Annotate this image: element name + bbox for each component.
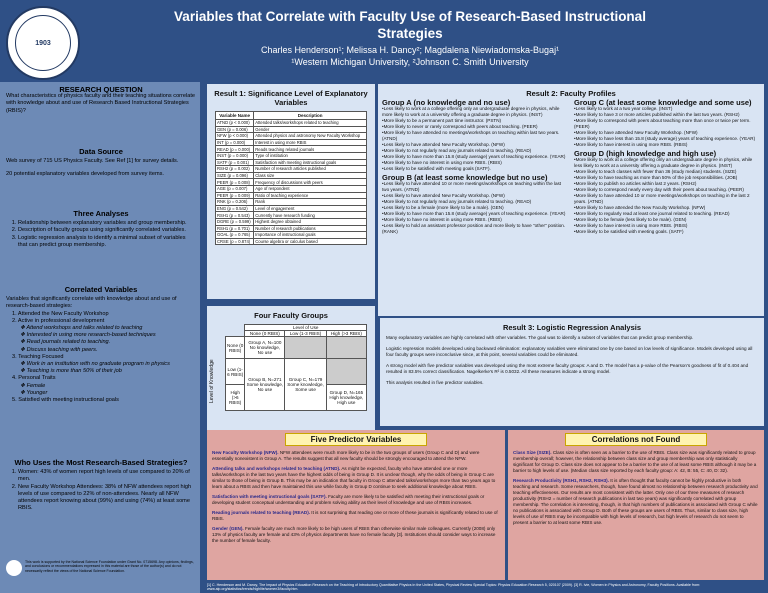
not-found-item	[513, 478, 759, 526]
groupB-heading: Group B (at least some knowledge but no use)	[382, 173, 548, 182]
correlations-not-found-panel	[508, 430, 764, 580]
result3-p4: This analysis resulted in five predictor variables.	[386, 380, 484, 385]
result1-panel	[207, 84, 375, 299]
not-found-item-head: Research Productivity (RSH1, RSH2, RSH3).	[513, 478, 609, 483]
groupb-item: •More likely to have more than 15.8 (study average) years of teaching experience. (YEAR)	[382, 211, 566, 216]
groupb-item: •Less likely to have attended New Faculty Workshop. (NFW)	[382, 193, 505, 198]
variables-table	[215, 111, 367, 245]
table-header-description: Description	[254, 112, 367, 120]
description-cell: Attended physics and astronomy New Faculty Workshop	[254, 133, 367, 140]
level-of-use-label: Level of Use	[245, 325, 367, 331]
five-predictors-title: Five Predictor Variables	[285, 433, 427, 446]
table-row	[216, 212, 367, 219]
table-row	[216, 133, 367, 140]
who-uses-item: 1. Women: 43% of women report high levels of use compared to 20% of men.	[18, 469, 196, 483]
groupb-item: •Less likely to hold an assistant professor position and more likely to have "other" position. (RANK)	[382, 223, 566, 234]
analysis-item: 3. Logistic regression analysis to identify a minimal subset of variables that can predict group membership.	[18, 235, 196, 249]
nsf-note: This work is supported by the National Science Foundation under Grant No. 0715698. Any opinions, findings, and conclusions or recommendations expressed in this material are those of the author(s) and do not necessarily reflect the views of the National Science Foundation.	[25, 560, 194, 573]
empty-cell	[285, 337, 326, 359]
variable-cell: RSH1 (p = 0.701)	[216, 225, 254, 232]
variable-cell: RNK (p = 0.206)	[216, 199, 254, 206]
group-b-cell: Group B, N=271 Some knowledge, No use	[245, 359, 285, 411]
groupb-item: •More likely to not regularly read any journals related to teaching. (READ)	[382, 199, 532, 204]
corr-subitem: ❖ Teaching is more than 50% of their job	[20, 368, 122, 375]
research-question-heading: RESEARCH QUESTION	[59, 85, 143, 94]
variable-cell: INST (p = 0.000)	[216, 152, 254, 159]
groupc-item: •More likely to correspond with peers about teaching more than once or twice per term. (PEER)	[574, 118, 751, 129]
corr-subitem: ❖ Younger	[20, 389, 48, 396]
description-cell: Rank	[254, 199, 367, 206]
predictor-item-head: Reading journals related to teaching (READ).	[212, 510, 311, 515]
table-row	[216, 205, 367, 212]
groupd-item: •More likely to have attended the New Faculty Workshop. (NFW)	[574, 205, 706, 210]
analyses-list	[6, 220, 196, 249]
corr-item: 4. Personal Traits	[12, 375, 56, 382]
not-found-item-text: It is often thought that faculty cannot be highly productive in both teaching and research. Some researchers, though, have found almost no relationship between research productivity and teaching effectiveness. Our results are most consistent with the latter. Only one of our three measures of research productivity (RSH2 = number of research publications in last two years) was significantly correlated with group membership. The correlation is interesting, though, in that high numbers of publications is associated with Group C while no publications is associated with Group D. Both of these groups are users of RBIS. Thus, similar to class size, high levels of use of RBIS may be incompatible with high levels of research, but high levels of research do not seem to present a barrier to at least some RBIS use.	[513, 478, 758, 525]
variable-cell: ENG (p = 0.542)	[216, 205, 254, 212]
predictor-item	[212, 510, 500, 522]
four-groups-title: Four Faculty Groups	[254, 311, 328, 320]
table-header-row	[216, 112, 367, 120]
corr-item: 1. Attended the New Faculty Workshop	[12, 310, 109, 317]
corr-item: 3. Teaching Focused	[12, 353, 64, 360]
variable-cell: PEER (p = 0.009)	[216, 192, 254, 199]
groupd-item: •More likely to teach classes with fewer than 36 (study median) students. (SIZE)	[574, 169, 737, 174]
variable-cell: RSH2 (p = 0.002)	[216, 166, 254, 173]
variable-cell: PEER (p = 0.008)	[216, 179, 254, 186]
description-cell: Highest degree obtained	[254, 218, 367, 225]
groupb-item: •More likely to have no interest in using more RBIS. (RBIS)	[382, 217, 502, 222]
poster-title: Variables that Correlate with Faculty Use of Research-Based Instructional Strategies	[174, 9, 646, 41]
groupA-list	[382, 106, 567, 172]
groupB-list	[382, 181, 567, 235]
result3-p1: Many explanatory variables are highly correlated with other variables. The goal was to identify a subset of variables that can predict group membership.	[386, 335, 694, 340]
left-column	[0, 82, 200, 593]
variables-table-body	[216, 120, 367, 245]
result2-left-col	[382, 100, 567, 235]
corr-subitem: ❖ Attend workshops and talks related to teaching	[20, 325, 143, 332]
correlated-variables-heading: Correlated Variables	[64, 285, 138, 294]
seal-inner: 1903	[15, 15, 71, 71]
predictor-item	[212, 466, 500, 490]
variable-cell: CRSE (p = 0.874)	[216, 238, 254, 245]
analysis-item: 1. Relationship between explanatory variables and group membership.	[18, 220, 196, 227]
result3-body	[380, 332, 764, 389]
corr-subitem: ❖ Work in an institution with no graduate program in physics	[20, 361, 170, 368]
groupa-item: •More likely to have attended no meetings/workshops on teaching within last two years. (ATND)	[382, 130, 560, 141]
groupc-item: •More likely to have interest in using more RBIS. (RBIS)	[574, 142, 688, 147]
table-row	[216, 179, 367, 186]
groupa-item: •More likely to not regularly read any journals related to teaching. (READ)	[382, 148, 532, 153]
description-cell: Currently have research funding	[254, 212, 367, 219]
result2-right-col	[574, 100, 759, 235]
empty-cell	[326, 359, 366, 385]
description-cell: Frequency of discussions with peers	[254, 179, 367, 186]
predictor-item-text: Faculty are more likely to be satisfied with meeting their instructional goals or developing student conceptual understanding and problem solving ability as their level of knowledge and use of RBIS increases.	[212, 494, 485, 505]
table-row	[216, 238, 367, 245]
result2-title: Result 2: Faculty Profiles	[526, 89, 616, 98]
five-predictors-panel	[207, 430, 505, 580]
variable-cell: RSH1 (p = 0.543)	[216, 212, 254, 219]
groupc-item: •Less likely to work at a two year college. (INST)	[574, 106, 673, 111]
poster-authors	[150, 44, 670, 68]
affiliations-line: ¹Western Michigan University, ²Johnson C. Smith University	[291, 57, 529, 67]
corr-subitem: ❖ Read journals related to teaching.	[20, 339, 111, 346]
groupb-item: •Less likely to be a female (more likely to be a male). (GEN)	[382, 205, 504, 210]
correlations-not-found-list	[508, 450, 764, 526]
groupC-list	[574, 106, 759, 148]
not-found-item-head: Class Size (SIZE).	[513, 450, 552, 455]
who-uses-section	[6, 459, 196, 512]
table-row	[216, 159, 367, 166]
predictor-item	[212, 494, 500, 506]
col-low: Low (1-3 RBIS)	[285, 331, 326, 337]
description-cell: Importance of instructional goals	[254, 232, 367, 239]
empty-cell	[326, 337, 366, 359]
data-source-heading: Data Source	[79, 147, 123, 156]
groupC-heading: Group C (at least some knowledge and some use)	[574, 98, 752, 107]
description-cell: Number of research publications	[254, 225, 367, 232]
variable-cell: SATF (p = 0.001)	[216, 159, 254, 166]
table-row	[216, 139, 367, 146]
corr-subitem: ❖ Female	[20, 382, 46, 389]
groupd-item: •More likely to have teaching as more than 50% of the job responsibilities. (JOB)	[574, 175, 738, 180]
groupD-list	[574, 157, 759, 235]
not-found-item	[513, 450, 759, 474]
groupa-item: •More likely to have no interest in using more RBIS. (RBIS)	[382, 160, 502, 165]
result3-panel	[380, 318, 764, 426]
research-question-text: What characteristics of physics faculty and their teaching situations correlate with knowledge about and use of Research Based Instructional Strategies (RBIS)?	[6, 93, 196, 114]
level-of-knowledge-label: Level of Knowledge	[209, 359, 215, 403]
table-row	[216, 120, 367, 127]
predictor-item-text: It is not surprising that reading one or more of these journals is significantly related to use of RBIS.	[212, 510, 498, 521]
four-groups-table	[225, 324, 367, 411]
references-footer: [1] C. Henderson and M. Dancy, The Impact of Physics Education Research on the Teaching of Introductory Quantitative Physics in the United States, Physical Review Special Topics: Physics Education Research 5, 020107 (2009). [3] R. Ivie, Women in Physics and Astronomy, Faculty Positions. Available from: www.aip.org/statistics/trends/highlite/women3/faculty.htm.	[207, 583, 701, 591]
description-cell: Attended talks/workshops related to teaching	[254, 120, 367, 127]
research-question-section	[6, 86, 196, 115]
variable-cell: GOAL (p = 0.765)	[216, 232, 254, 239]
description-cell: Ratio of teaching experience	[254, 192, 367, 199]
col-high: High (>3 RBIS)	[326, 331, 366, 337]
groupa-item: •Less likely to work at a college offering only an undergraduate degree in physics, while more likely to work at a university offering a graduate degree in physics. (INST)	[382, 106, 560, 117]
variable-cell: GEN (p = 0.006)	[216, 126, 254, 133]
who-uses-heading: Who Uses the Most Research-Based Strategies?	[14, 458, 188, 467]
groupd-item: •More likely to publish no articles within last 2 years. (RSH2)	[574, 181, 697, 186]
corr-item: 5. Satisfied with meeting instructional goals	[12, 397, 119, 404]
predictor-item-text: NFW attendees were much more likely to be in the two groups of users (Group C and D) and were essentially nonexistent in Group A. The results suggest that all new faculty should be strongly encouraged to attend the NFW.	[212, 450, 480, 461]
groupd-item: •More likely to have attended 10 or more meetings/workshops on teaching in the last 2 years. (ATND)	[574, 193, 750, 204]
groupd-item: •More likely to be female (less likely to be male). (GEN)	[574, 217, 687, 222]
groupa-item: •More likely to be a permanent part time instructor. (PSTN)	[382, 118, 502, 123]
analysis-item: 2. Description of faculty groups using significantly correlated variables.	[18, 227, 196, 234]
groupa-item: •More likely to have more than 15.8 (study average) years of teaching experience. (YEAR)	[382, 154, 566, 159]
groupd-item: •More likely to work at a college offering only an undergraduate degree in physics, while less likely to work at a university offering a graduate degree in physics. (INST)	[574, 157, 753, 168]
predictor-item	[212, 450, 500, 462]
predictor-item-head: Attending talks and workshops related to teaching (ATND).	[212, 466, 341, 471]
three-analyses-heading: Three Analyses	[73, 209, 129, 218]
correlated-variables-section	[6, 286, 196, 404]
corr-item: 2. Active in professional development	[12, 317, 105, 324]
who-uses-item: 2. New Faculty Workshop Attendees: 38% of NFW attendees report high levels of use compared to 22% of non-attendees. Nearly all NFW attendees report knowing about (99%) and using (74%) at least some RBIS.	[18, 484, 196, 513]
variable-cell: READ (p = 0.000)	[216, 146, 254, 153]
description-cell: Number of research articles published	[254, 166, 367, 173]
who-uses-list	[6, 469, 196, 512]
groupd-item: •More likely to have interest in using more RBIS. (RBIS)	[574, 223, 688, 228]
table-row	[216, 172, 367, 179]
corr-subitem: ❖ Interested in using more research-based techniques	[20, 332, 156, 339]
table-row	[216, 225, 367, 232]
description-cell: Interest in using more RBIS	[254, 139, 367, 146]
description-cell: Class size	[254, 172, 367, 179]
description-cell: Type of institution	[254, 152, 367, 159]
four-groups-panel	[207, 306, 375, 431]
data-source-section	[6, 148, 196, 179]
groupA-heading: Group A (no knowledge and no use)	[382, 98, 511, 107]
groupa-item: •More likely to never or rarely correspond with peers about teaching. (PEER)	[382, 124, 538, 129]
variable-cell: SIZE (p = 0.096)	[216, 172, 254, 179]
group-c-cell: Group C, N=179 Some knowledge, Some use	[285, 359, 326, 411]
authors-line: Charles Henderson¹; Melissa H. Dancy²; Magdalena Niewiadomska-Bugaj¹	[260, 45, 560, 55]
description-cell: Age of respondent	[254, 185, 367, 192]
col-none: None (0 RBIS)	[245, 331, 285, 337]
variable-cell: ATND (p < 0.000)	[216, 120, 254, 127]
data-source-text-1: Web survey of 715 US Physics Faculty. See Ref [1] for survey details.	[6, 158, 179, 165]
variable-cell: AGE (p = 0.007)	[216, 185, 254, 192]
table-row	[216, 192, 367, 199]
nsf-logo	[6, 560, 22, 576]
table-row	[216, 232, 367, 239]
university-seal	[6, 6, 80, 80]
groupa-item: •Less likely to have attended New Faculty Workshop. (NFW)	[382, 142, 505, 147]
result3-title: Result 3: Logistic Regression Analysis	[502, 323, 642, 332]
table-row	[216, 126, 367, 133]
row-high: High (>6 RBIS)	[226, 385, 245, 411]
result3-p3: A strong model with five predictor variables was developed using the most extreme faculty groups: A and D. The model has a p-value of the Pearson's goodness of fit of 0.404 and resulted in 83.5% correct classification. Nagelkerke's R² is 0.5032. All these measures indicate a strong model.	[386, 363, 749, 374]
table-row	[216, 185, 367, 192]
result2-panel	[378, 84, 764, 316]
description-cell: Reads teaching related journals	[254, 146, 367, 153]
nsf-section	[6, 560, 196, 576]
row-none: None (0 RBIS)	[226, 337, 245, 359]
corr-subitem: ❖ Discuss teaching with peers.	[20, 346, 98, 353]
predictor-item	[212, 526, 500, 544]
groupa-item: •Less likely to be satisfied with meeting goals (SATF).	[382, 166, 491, 171]
description-cell: Level of engagement	[254, 205, 367, 212]
table-row	[216, 166, 367, 173]
correlated-variables-list	[6, 311, 196, 405]
data-source-text-2: 20 potential explanatory variables developed from survey items.	[6, 171, 164, 178]
group-d-cell: Group D, N=165 High knowledge, High use	[326, 385, 366, 411]
predictor-item-text: As might be expected, faculty who have attended one or more talks/workshops in the last two years have the highest odds of being in Group D. It is unclear though, why the odds of being in Group C are similar to those of being in Group B. This may be an indication that faculty in Group C attended talks/workshops more than two years ago to learn about a RBIS and then have maintained this use while faculty in Group D continue to seek additional knowledge about RBIS.	[212, 466, 496, 489]
row-low: Low (1-6 RBIS)	[226, 359, 245, 385]
correlations-not-found-title: Correlations not Found	[565, 433, 707, 446]
description-cell: Gender	[254, 126, 367, 133]
not-found-item-text: Class size is often seen as a barrier to the use of RBIS. Class size was significantly related to group membership overall; however, the relationship between class size and group membership was only statistically significant for Group D. Class size does not appear to be a barrier to the use of at least some RBIS although it may be a barrier to high levels of use. (Median class size reported by each faculty group: A: 42, B: 55, C: 40, D: 32).	[513, 450, 757, 473]
result1-title: Result 1: Significance Level of Explanatory Variables	[214, 89, 368, 107]
groupc-item: •More likely to have attended New Faculty Workshop. (NFW)	[574, 130, 698, 135]
variable-cell: INT (p = 0.000)	[216, 139, 254, 146]
table-row	[216, 199, 367, 206]
table-row	[216, 152, 367, 159]
predictor-item-head: Satisfaction with meeting instructional goals (SATF).	[212, 494, 327, 499]
groupc-item: •More likely to have less than 15.8 (study average) years of teaching experience. (YEAR)	[574, 136, 756, 141]
result3-p2: Logistic regression models developed using backward elimination: explanatory variables were eliminated one by one based on low levels of significance. Models developed using all four faculty groups were inconclusive since, at this point, several variables could be eliminated.	[386, 346, 753, 357]
three-analyses-section	[6, 210, 196, 249]
description-cell: Course algebra or calculus based	[254, 238, 367, 245]
variable-cell: DGRE (p = 0.599)	[216, 218, 254, 225]
predictor-item-text: Female faculty are much more likely to be high users of RBIS than otherwise similar male colleagues. Currently (2008) only 13% of physics faculty are female and 43% of physics departments have no female faculty [3]. Institutions should consider ways to increase the number of female faculty.	[212, 526, 496, 543]
groupd-item: •More likely to correspond nearly every day with their peers about teaching. (PEER)	[574, 187, 744, 192]
variable-cell: NFW (p < 0.000)	[216, 133, 254, 140]
groupd-item: •More likely to be satisfied with meeting goals. (SATF)	[574, 229, 684, 234]
group-a-cell: Group A, N=100 No knowledge, No use	[245, 337, 285, 359]
predictor-item-head: New Faculty Workshop (NFW).	[212, 450, 279, 455]
groupd-item: •More likely to regularly read at least one journal related to teaching. (READ)	[574, 211, 730, 216]
table-row	[216, 146, 367, 153]
groupc-item: •More likely to have 3 or more articles published within the last two years. (RSH2)	[574, 112, 740, 117]
groupD-heading: Group D (high knowledge and high use)	[574, 149, 717, 158]
groupb-item: •Less likely to have attended 10 or more meetings/workshops on teaching within the last two years. (ATND)	[382, 181, 562, 192]
table-header-variable: Variable Name	[216, 112, 254, 120]
predictor-item-head: Gender (GEN).	[212, 526, 244, 531]
table-row	[216, 218, 367, 225]
description-cell: Satisfaction with meeting instructional goals	[254, 159, 367, 166]
five-predictors-list	[207, 450, 505, 544]
correlated-variables-intro: Variables that significantly correlate with knowledge about and use of research-based strategies:	[6, 296, 177, 310]
